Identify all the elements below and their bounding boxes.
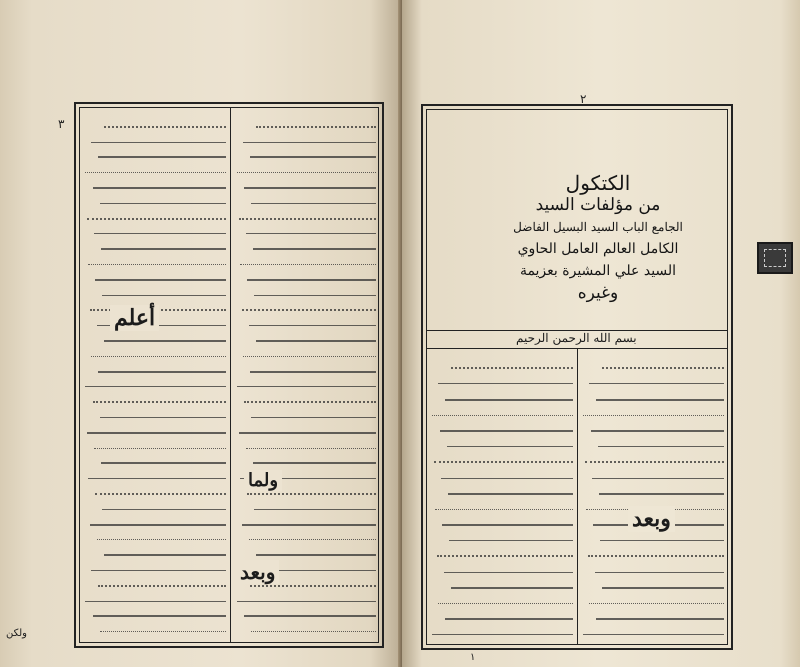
manuscript-line [85, 386, 226, 388]
manuscript-line [599, 493, 724, 496]
manuscript-line [93, 615, 226, 618]
manuscript-line [244, 187, 376, 190]
manuscript-line [240, 264, 376, 266]
manuscript-line [94, 448, 226, 450]
right-page-column-left-text [431, 354, 573, 640]
manuscript-line [95, 279, 226, 282]
manuscript-line [451, 587, 573, 590]
manuscript-line [434, 461, 573, 464]
manuscript-line [91, 356, 226, 358]
manuscript-line [100, 417, 226, 419]
left-highlight-word-1: أعلم [110, 305, 159, 331]
manuscript-line [244, 401, 376, 404]
manuscript-line [595, 572, 724, 574]
manuscript-line [101, 248, 226, 251]
manuscript-line [97, 539, 226, 541]
manuscript-line [602, 367, 724, 370]
manuscript-line [91, 142, 226, 144]
manuscript-line [250, 156, 376, 159]
manuscript-line [449, 540, 573, 542]
manuscript-line [100, 203, 226, 205]
manuscript-line [243, 142, 376, 144]
left-highlight-word-2: وبعد [236, 560, 279, 584]
basmala: بسم الله الرحمن الرحيم [516, 331, 637, 345]
manuscript-line [90, 524, 226, 527]
manuscript-line [98, 156, 226, 159]
right-page-number: ٢ [580, 92, 587, 106]
manuscript-line [247, 279, 376, 282]
manuscript-line [253, 248, 376, 251]
manuscript-line [589, 603, 724, 605]
manuscript-line [451, 367, 573, 370]
right-page-footer-number: ١ [470, 652, 476, 663]
manuscript-line [445, 399, 573, 402]
manuscript-line [583, 634, 724, 636]
manuscript-line [435, 509, 573, 511]
manuscript-line [256, 554, 376, 557]
manuscript-line [249, 539, 376, 541]
manuscript-line [237, 172, 376, 174]
manuscript-line [440, 430, 573, 433]
manuscript-line [98, 371, 226, 374]
manuscript-line [104, 554, 226, 557]
manuscript-line [438, 383, 573, 385]
manuscript-line [87, 218, 226, 221]
title-line-3: الجامع الباب السيد البسيل الفاضل [513, 219, 683, 234]
manuscript-line [251, 203, 376, 205]
left-page-column-divider [230, 107, 231, 643]
manuscript-line [432, 415, 573, 417]
manuscript-line [88, 478, 226, 480]
manuscript-line [448, 493, 573, 496]
manuscript-line [432, 634, 573, 636]
right-page-column-right-text [582, 354, 724, 640]
manuscript-line [102, 295, 226, 297]
manuscript-line [239, 432, 376, 435]
manuscript-line [98, 585, 226, 588]
manuscript-line [239, 218, 376, 221]
manuscript-line [256, 340, 376, 343]
manuscript-line [445, 618, 573, 621]
manuscript-line [104, 340, 226, 343]
title-line-6: وغيره [577, 282, 619, 303]
left-page-number: ٣ [58, 117, 65, 131]
title-line-2: من مؤلفات السيد [535, 194, 661, 215]
library-stamp [757, 242, 793, 274]
manuscript-line [250, 371, 376, 374]
manuscript-line [246, 233, 376, 235]
manuscript-line [93, 187, 226, 190]
manuscript-line [447, 446, 573, 448]
manuscript-line [596, 399, 724, 402]
right-highlight-word: وبعد [628, 506, 675, 532]
manuscript-line [589, 383, 724, 385]
manuscript-line [442, 524, 573, 527]
manuscript-line [602, 587, 724, 590]
left-highlight-word-3: ولما [244, 470, 282, 491]
manuscript-line [251, 631, 376, 633]
manuscript-line [88, 264, 226, 266]
manuscript-line [441, 478, 573, 480]
book-title-block [513, 145, 683, 330]
manuscript-line [254, 509, 376, 511]
manuscript-line [91, 570, 226, 572]
manuscript-line [250, 585, 376, 588]
manuscript-line [237, 386, 376, 388]
manuscript-line [247, 493, 376, 496]
manuscript-line [588, 555, 724, 558]
manuscript-line [244, 615, 376, 618]
manuscript-line [598, 446, 724, 448]
title-line-5: السيد علي المشيرة بعزيمة [519, 262, 677, 279]
manuscript-line [585, 461, 724, 464]
manuscript-line [438, 603, 573, 605]
title-line-4: الكامل العالم العامل الحاوي [517, 240, 679, 257]
left-page-catchword: ولكن [6, 628, 28, 639]
manuscript-line [102, 509, 226, 511]
manuscript-line [256, 126, 376, 129]
manuscript-line [85, 172, 226, 174]
manuscript-line [251, 417, 376, 419]
manuscript-line [592, 478, 724, 480]
manuscript-line [253, 462, 376, 465]
manuscript-line [101, 462, 226, 465]
manuscript-line [437, 555, 573, 558]
manuscript-line [596, 618, 724, 621]
manuscript-line [249, 325, 376, 327]
right-page-column-divider [577, 348, 578, 645]
manuscript-line [254, 295, 376, 297]
left-page-column-right-text [236, 113, 376, 637]
title-line-1: الكتكول [565, 170, 631, 195]
manuscript-line [591, 430, 724, 433]
manuscript-line [93, 401, 226, 404]
left-page-column-left-text [84, 113, 226, 637]
manuscript-line [600, 540, 724, 542]
manuscript-line [237, 601, 376, 603]
manuscript-line [104, 126, 226, 129]
manuscript-line [243, 356, 376, 358]
manuscript-line [94, 233, 226, 235]
manuscript-line [87, 432, 226, 435]
manuscript-line [583, 415, 724, 417]
manuscript-line [242, 309, 376, 312]
manuscript-line [100, 631, 226, 633]
manuscript-line [246, 448, 376, 450]
manuscript-line [95, 493, 226, 496]
manuscript-line [242, 524, 376, 527]
manuscript-line [444, 572, 573, 574]
manuscript-line [85, 601, 226, 603]
